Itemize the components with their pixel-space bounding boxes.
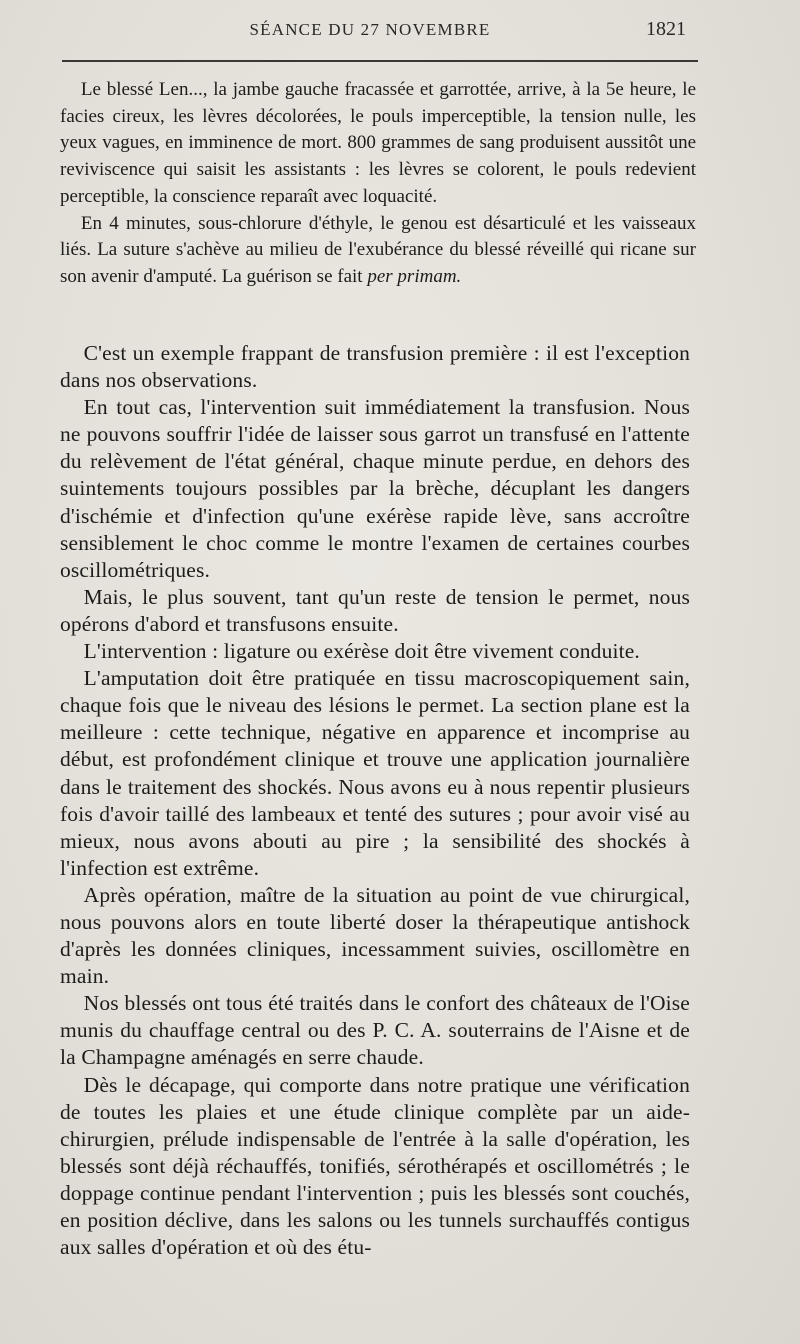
case-paragraph-1: Le blessé Len..., la jambe gauche fracassée et garrottée, arrive, à la 5e heure, le facies cireux, les lèvres décolorées, le pouls imperceptible, la tension nulle, les yeux vagues, en imminence de mort. 800 grammes de sang produisent aussitôt une reviviscence qui saisit les assistants : les lèvres se colorent, le pouls redevient perceptible, la conscience reparaît avec loquacité. <box>60 79 696 207</box>
case-paragraph-2-latin: per primam. <box>367 265 462 287</box>
header-rule <box>62 60 698 62</box>
body-paragraph-7: Nos blessés ont tous été traités dans le confort des châteaux de l'Oise munis du chauffage central ou des P. C. A. souterrains de l'Aisne et de la Champagne aménagés en serre chaude. <box>60 991 690 1070</box>
main-text-block <box>60 340 690 1261</box>
body-paragraph-1: C'est un exemple frappant de transfusion première : il est l'exception dans nos observations. <box>60 341 690 393</box>
running-title: SÉANCE DU 27 NOVEMBRE <box>249 20 491 39</box>
body-paragraph-2: En tout cas, l'intervention suit immédiatement la transfusion. Nous ne pouvons souffrir l'idée de laisser sous garrot un transfusé en l'attente du relèvement de l'état général, chaque minute perdue, en dehors des suintements toujours possibles par la brèche, décuplant les dangers d'ischémie et d'infection qu'une exérèse rapide lève, sans accroître sensiblement le choc comme le montre l'examen de certaines courbes oscillométriques. <box>60 395 690 582</box>
page-number: 1821 <box>646 18 686 40</box>
body-paragraph-4: L'intervention : ligature ou exérèse doit être vivement conduite. <box>83 639 640 664</box>
case-paragraph-2-text: En 4 minutes, sous-chlorure d'éthyle, le genou est désarticulé et les vaisseaux liés. La suture s'achève au milieu de l'exubérance du blessé réveillé qui ricane sur son avenir d'amputé. La guérison se fait <box>60 212 696 287</box>
body-paragraph-3: Mais, le plus souvent, tant qu'un reste de tension le permet, nous opérons d'abord et transfusons ensuite. <box>60 584 690 636</box>
case-report-block <box>60 77 696 291</box>
running-head <box>0 18 800 46</box>
body-paragraph-8: Dès le décapage, qui comporte dans notre pratique une vérification de toutes les plaies et une étude clinique complète par un aide-chirurgien, prélude indispensable de l'entrée à la salle d'opération, les blessés sont déjà réchauffés, tonifiés, sérothérapés et oscillométrés ; le doppage continue pendant l'intervention ; puis les blessés sont couchés, en position déclive, dans les salons ou les tunnels surchauffés contigus aux salles d'opération et où des étu- <box>60 1072 690 1260</box>
case-paragraph-2 <box>60 211 696 291</box>
body-paragraph-6: Après opération, maître de la situation au point de vue chirurgical, nous pouvons alors en toute liberté doser la thérapeutique antishock d'après les données cliniques, incessamment suivies, oscillomètre en main. <box>60 882 690 989</box>
body-paragraph-5: L'amputation doit être pratiquée en tissu macroscopiquement sain, chaque fois que le niveau des lésions le permet. La section plane est la meilleure : cette technique, négative en apparence et incomprise au début, est profondément clinique et trouve une application journalière dans le traitement des shockés. Nous avons eu à nous repentir plusieurs fois d'avoir taillé des lambeaux et tenté des sutures ; pour avoir visé au mieux, nous avons abouti au pire ; la sensibilité des shockés à l'infection est extrême. <box>60 666 690 880</box>
